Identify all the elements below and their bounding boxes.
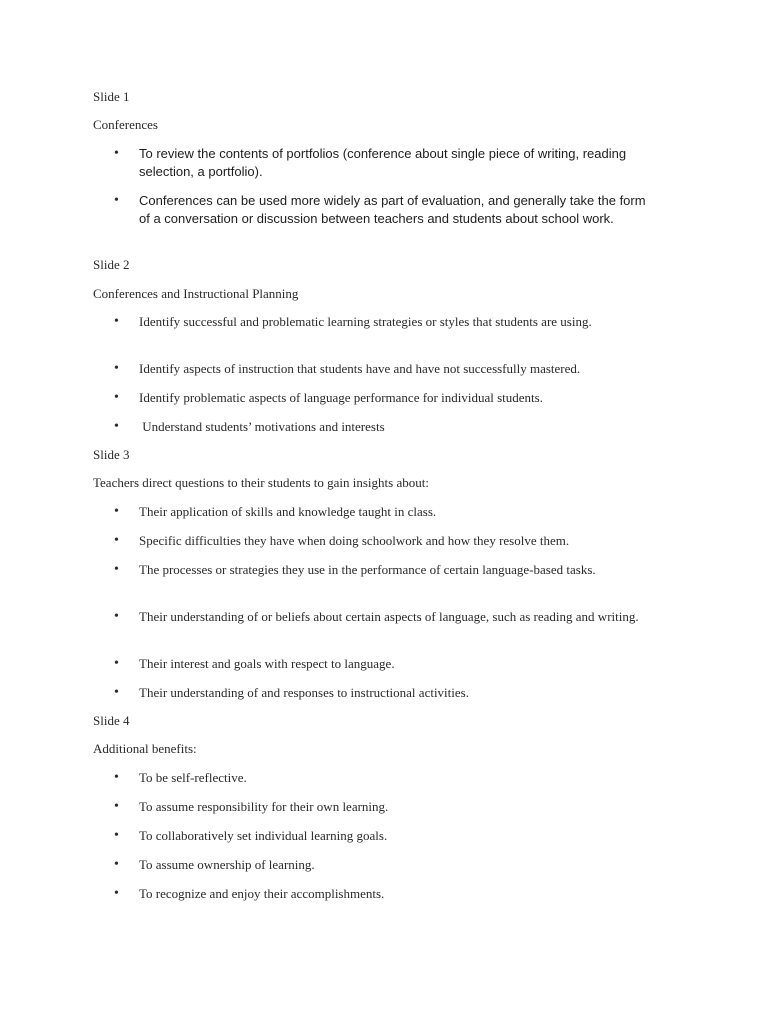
slide-3-heading: Teachers direct questions to their students to gain insights about: [93, 475, 429, 490]
slide-4-item-1: To be self-reflective. [139, 770, 247, 785]
slide-2-label: Slide 2 [93, 257, 130, 272]
slide-1-item-2: Conferences can be used more widely as part of evaluation, and generally take the form of a conversation or discussion between teachers and students about school work. [139, 193, 646, 226]
slide-3-label: Slide 3 [93, 447, 130, 462]
bullet-icon: • [114, 685, 119, 700]
slide-1-item-1: To review the contents of portfolios (conference about single piece of writing, reading selection, a portfolio). [139, 146, 627, 179]
slide-4-item-2: To assume responsibility for their own learning. [139, 799, 389, 814]
slide-4-item-3: To collaboratively set individual learning goals. [139, 828, 388, 843]
bullet-icon: • [114, 146, 119, 161]
slide-2-item-4: Understand students’ motivations and interests [139, 419, 385, 434]
slide-2-item-2: Identify aspects of instruction that students have and have not successfully mastered. [139, 361, 581, 376]
bullet-icon: • [114, 361, 119, 376]
bullet-icon: • [114, 533, 119, 548]
slide-3-item-6: Their understanding of and responses to instructional activities. [139, 685, 469, 700]
slide-3-item-1: Their application of skills and knowledge taught in class. [139, 504, 437, 519]
bullet-icon: • [114, 857, 119, 872]
slide-4-label: Slide 4 [93, 713, 130, 728]
bullet-icon: • [114, 314, 119, 329]
slide-2-item-1: Identify successful and problematic learning strategies or styles that students are using. [139, 314, 592, 329]
slide-1-label: Slide 1 [93, 89, 130, 104]
bullet-icon: • [114, 886, 119, 901]
slide-4-item-5: To recognize and enjoy their accomplishments. [139, 886, 385, 901]
slide-3-item-3: The processes or strategies they use in the performance of certain language-based tasks. [139, 562, 596, 577]
slide-4-heading: Additional benefits: [93, 741, 197, 756]
slide-3-item-4: Their understanding of or beliefs about certain aspects of language, such as reading and writing. [139, 609, 639, 624]
slide-3-item-5: Their interest and goals with respect to language. [139, 656, 395, 671]
slide-3-item-2: Specific difficulties they have when doing schoolwork and how they resolve them. [139, 533, 570, 548]
bullet-icon: • [114, 828, 119, 843]
bullet-icon: • [114, 799, 119, 814]
bullet-icon: • [114, 419, 119, 434]
bullet-icon: • [114, 609, 119, 624]
bullet-icon: • [114, 656, 119, 671]
slide-2-item-3: Identify problematic aspects of language performance for individual students. [139, 390, 543, 405]
bullet-icon: • [114, 770, 119, 785]
bullet-icon: • [114, 193, 119, 208]
bullet-icon: • [114, 390, 119, 405]
bullet-icon: • [114, 562, 119, 577]
slide-1-heading: Conferences [93, 117, 158, 132]
bullet-icon: • [114, 504, 119, 519]
slide-2-heading: Conferences and Instructional Planning [93, 286, 299, 301]
slide-4-item-4: To assume ownership of learning. [139, 857, 315, 872]
